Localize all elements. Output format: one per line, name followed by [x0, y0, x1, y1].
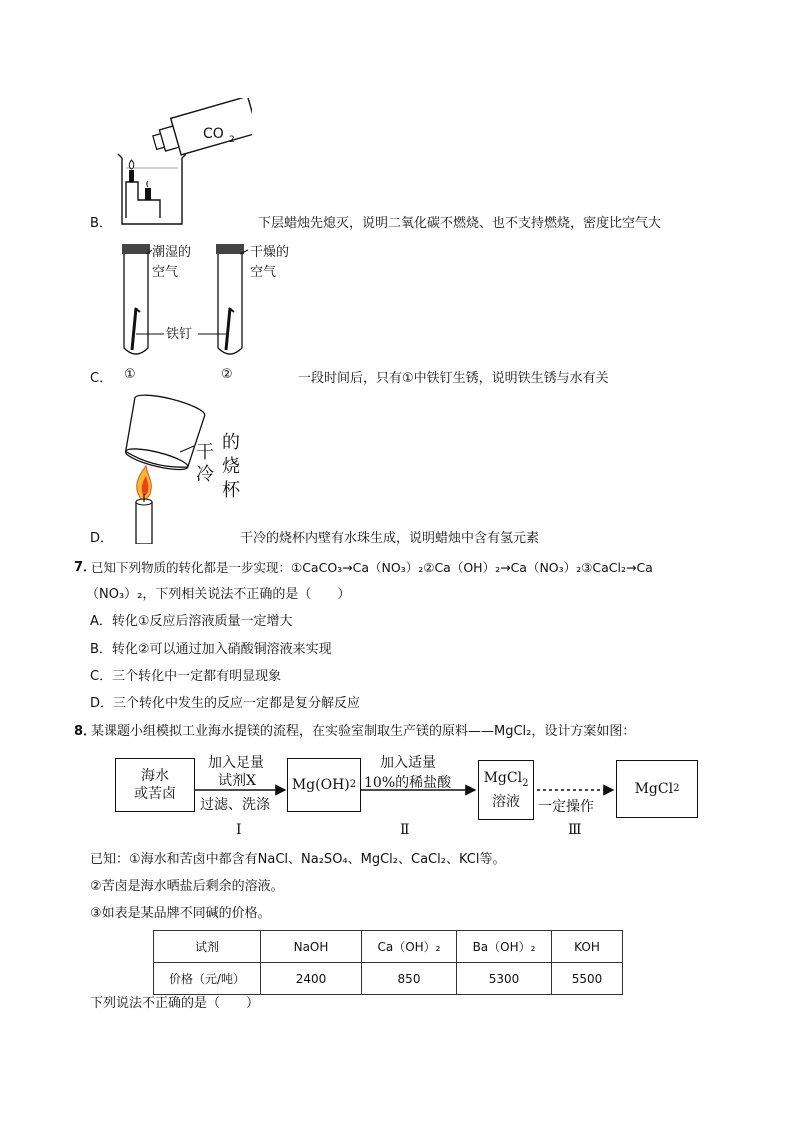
- label-iron-nail: 铁钉: [166, 327, 193, 342]
- flow-box-mgcl2-solution: MgCl$_2$ 溶液: [478, 760, 534, 820]
- table-cell: 5500: [552, 963, 623, 995]
- q7-option-b: B．转化②可以通过加入硝酸铜溶液来实现: [90, 642, 332, 657]
- arrow1-label-top-2: 试剂X: [218, 773, 256, 789]
- option-b-apparatus: [112, 98, 252, 230]
- arrow2-label-top-1: 加入适量: [380, 755, 436, 771]
- label-cold-2: 冷: [196, 464, 214, 485]
- tube-1-label: ①: [124, 367, 136, 382]
- option-b-letter: B．: [90, 216, 112, 231]
- co2-label: CO: [203, 126, 224, 142]
- label-wet-air-2: 空气: [152, 265, 179, 280]
- q7-option-c: C．三个转化中一定都有明显现象: [90, 669, 282, 684]
- table-cell: 价格（元/吨）: [154, 963, 261, 995]
- flow-box-mgoh2: Mg(OH) 2: [287, 758, 361, 812]
- flow-box-mgcl2: MgCl 2: [616, 760, 698, 818]
- svg-text:2: 2: [229, 135, 235, 145]
- table-header-cell: NaOH: [261, 931, 362, 963]
- option-d-letter: D．: [90, 531, 114, 546]
- table-cell: 2400: [261, 963, 362, 995]
- table-header-cell: KOH: [552, 931, 623, 963]
- label-wet-air: 潮湿的: [152, 245, 192, 260]
- table-row: [154, 963, 623, 995]
- table-header-cell: 试剂: [154, 931, 261, 963]
- q8-stem: 某课题小组模拟工业海水提镁的流程，在实验室制取生产镁的原料——MgCl₂，设计方案如图：: [91, 724, 636, 739]
- price-table: [153, 930, 623, 995]
- arrow3-label-bottom: 一定操作: [538, 799, 594, 815]
- step-iii-label: Ⅲ: [568, 822, 582, 838]
- q8-number: 8．: [74, 724, 97, 739]
- option-d-text: 干冷的烧杯内壁有水珠生成，说明蜡烛中含有氢元素: [240, 531, 540, 546]
- tube-2-label: ②: [221, 367, 233, 382]
- table-cell: 850: [362, 963, 457, 995]
- q7-option-a: A．转化①反应后溶液质量一定增大: [90, 614, 293, 629]
- q7-stem-line-2: （NO₃）₂，下列相关说法不正确的是（ ）: [86, 587, 351, 602]
- flow-box-seawater: 海水 或苦卤: [115, 758, 195, 812]
- q7-number: 7．: [74, 560, 97, 575]
- q7-stem-line-1: 已知下列物质的转化都是一步实现：①CaCO₃→Ca（NO₃）₂②Ca（OH）₂→Ca（NO₃）₂③CaCl₂→Ca: [91, 560, 653, 575]
- q8-known-3: ③如表是某品牌不同碱的价格。: [90, 906, 271, 921]
- table-header-row: [154, 931, 623, 963]
- option-b-text: 下层蜡烛先熄灭，说明二氧化碳不燃烧、也不支持燃烧，密度比空气大: [258, 216, 662, 231]
- arrow2-label-top-2: 10%的稀盐酸: [364, 775, 452, 791]
- q8-known-2: ②苦卤是海水晒盐后剩余的溶液。: [90, 879, 284, 894]
- label-dry-air-2: 空气: [250, 265, 277, 280]
- label-beaker-3: 杯: [222, 480, 240, 501]
- label-beaker-1: 的: [222, 432, 240, 453]
- label-beaker-2: 烧: [222, 456, 240, 477]
- table-header-cell: Ca（OH）₂: [362, 931, 457, 963]
- table-cell: 5300: [457, 963, 552, 995]
- option-c-text: 一段时间后，只有①中铁钉生锈，说明铁生锈与水有关: [298, 371, 609, 386]
- arrow1-label-bottom: 过滤、洗涤: [200, 797, 270, 813]
- step-ii-label: Ⅱ: [400, 822, 410, 838]
- arrow1-label-top-1: 加入足量: [208, 755, 264, 771]
- label-dry-air: 干燥的: [250, 245, 290, 260]
- label-cold-1: 干: [196, 442, 214, 463]
- step-i-label: Ⅰ: [236, 822, 242, 838]
- option-c-letter: C．: [90, 371, 113, 386]
- q8-question: 下列说法不正确的是（ ）: [90, 996, 260, 1011]
- q7-option-d: D．三个转化中发生的反应一定都是复分解反应: [90, 696, 361, 711]
- table-header-cell: Ba（OH）₂: [457, 931, 552, 963]
- q8-known-1: 已知：①海水和苦卤中都含有NaCl、Na₂SO₄、MgCl₂、CaCl₂、KCl等。: [90, 852, 506, 867]
